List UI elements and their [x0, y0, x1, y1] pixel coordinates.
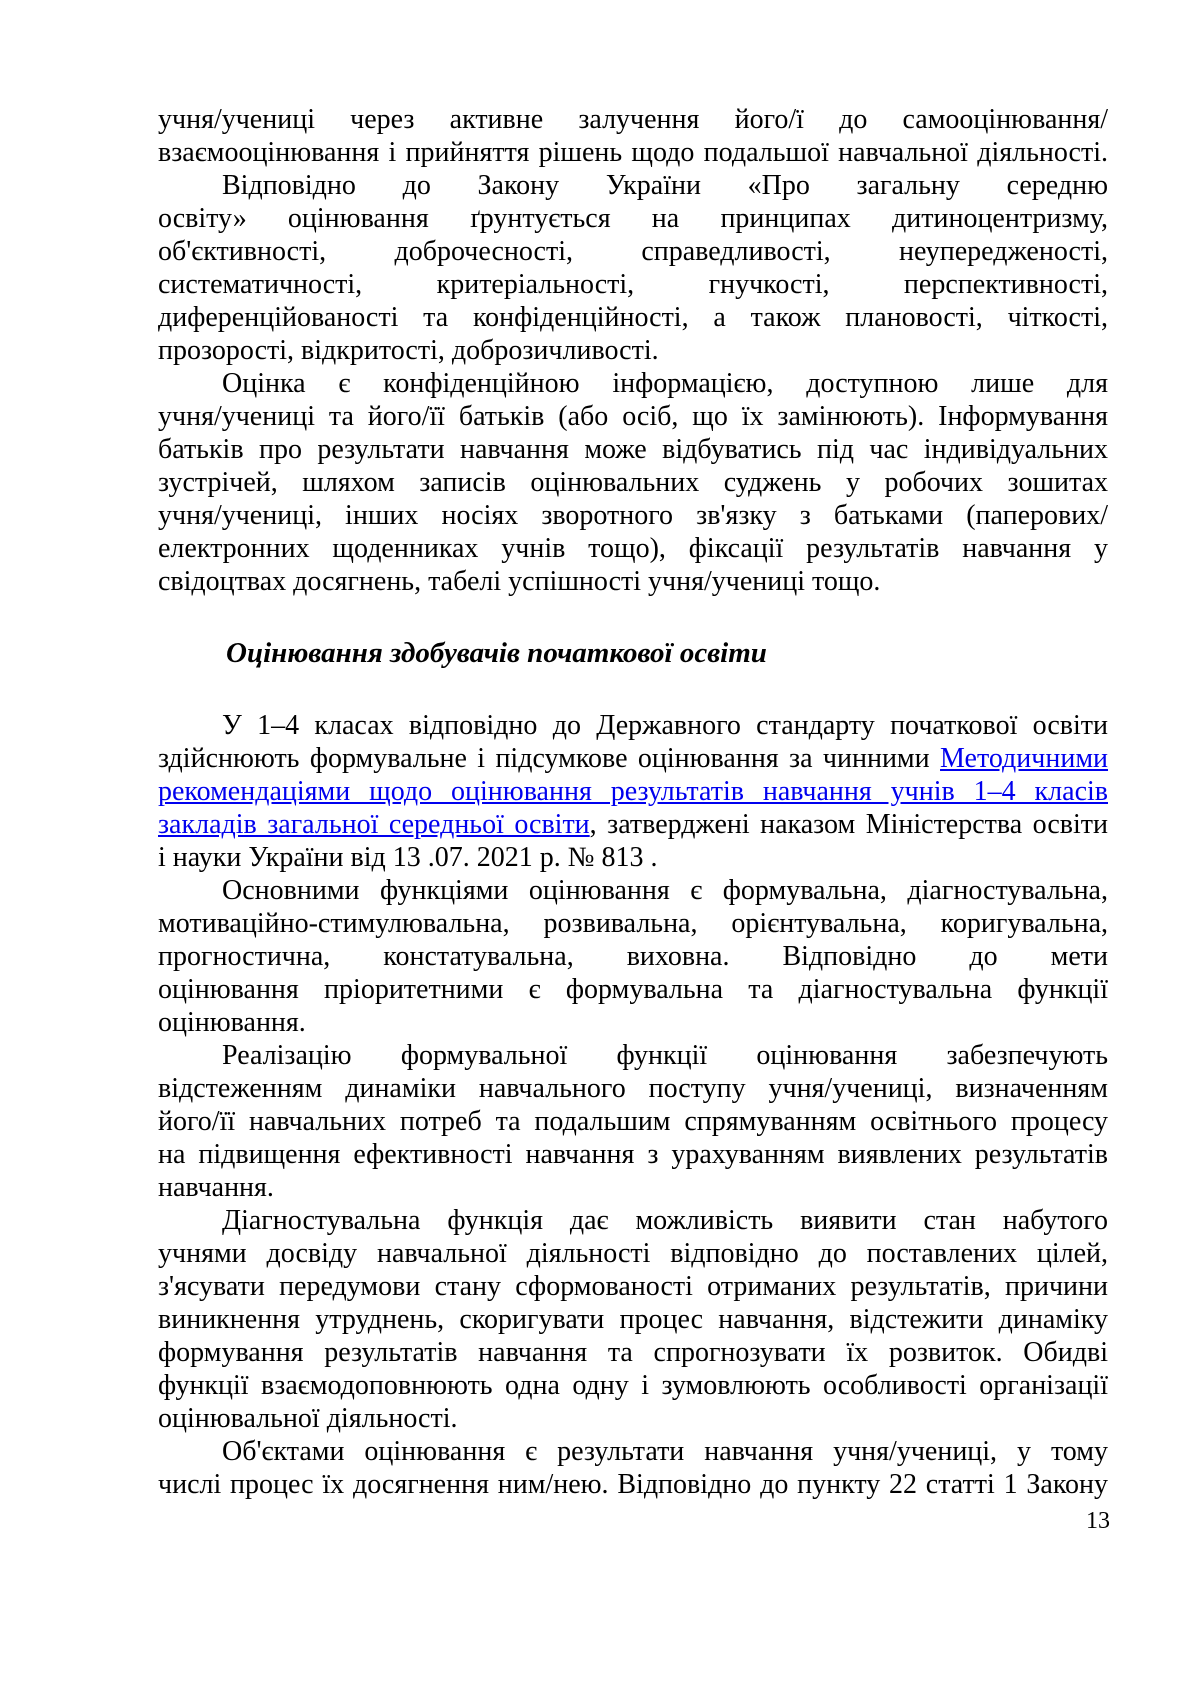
text-line: і науки України від 13 .07. 2021 р. № 813 . — [158, 842, 658, 873]
paragraph-assessment-objects — [158, 1435, 1108, 1501]
text-line: систематичності, критеріальності, гнучкості, перспективності, — [158, 269, 1108, 300]
text-line: об'єктивності, доброчесності, справедливості, неупередженості, — [158, 236, 1108, 267]
text-line: учня/учениці та його/її батьків (або осіб, що їх замінюють). Інформування — [158, 401, 1108, 432]
link-methodical-recommendations-part2[interactable]: рекомендаціями щодо оцінювання результатів навчання учнів 1–4 класів — [158, 776, 1108, 807]
text-line: батьків про результати навчання може відбуватись під час індивідуальних — [158, 434, 1108, 465]
text-line: формування результатів навчання та спрогнозувати їх розвиток. Обидві — [158, 1337, 1108, 1368]
text-line: взаємооцінювання і прийняття рішень щодо подальшої навчальної діяльності. — [158, 137, 1108, 168]
section-heading: Оцінювання здобувачів початкової освіти — [226, 637, 767, 669]
text-line: прозорості, відкритості, доброзичливості. — [158, 335, 659, 366]
text-line: диференційованості та конфіденційності, а також плановості, чіткості, — [158, 302, 1108, 333]
text-segment: , затверджені наказом Міністерства освіти — [589, 809, 1108, 840]
text-line: відстеженням динаміки навчального поступу учня/учениці, визначенням — [158, 1073, 1108, 1104]
text-segment: здійснюють формувальне і підсумкове оцінювання за чинними — [158, 743, 930, 774]
paragraph-functions — [158, 874, 1108, 1039]
text-line: його/її навчальних потреб та подальшим спрямуванням освітнього процесу — [158, 1106, 1108, 1137]
text-line: Об'єктами оцінювання є результати навчання учня/учениці, у тому — [222, 1436, 1108, 1467]
paragraph-confidentiality — [158, 367, 1108, 598]
text-line: освіту» оцінювання ґрунтується на принципах дитиноцентризму, — [158, 203, 1108, 234]
text-line: прогностична, констатувальна, виховна. Відповідно до мети — [158, 941, 1108, 972]
text-line: учня/учениці, інших носіях зворотного зв'язку з батьками (паперових/ — [158, 500, 1108, 531]
text-line: мотиваційно-стимулювальна, розвивальна, орієнтувальна, коригувальна, — [158, 908, 1108, 939]
text-line — [158, 775, 1108, 808]
text-line: учнями досвіду навчальної діяльності відповідно до поставлених цілей, — [158, 1238, 1108, 1269]
text-line: оцінювальної діяльності. — [158, 1403, 458, 1434]
text-line: Відповідно до Закону України «Про загальну середню — [222, 170, 1108, 201]
text-line: У 1–4 класах відповідно до Державного стандарту початкової освіти — [222, 710, 1108, 741]
text-line: навчання. — [158, 1172, 274, 1203]
text-line: Оцінка є конфіденційною інформацією, доступною лише для — [222, 368, 1108, 399]
text-line — [158, 808, 1108, 841]
text-line: електронних щоденниках учнів тощо), фіксації результатів навчання у — [158, 533, 1108, 564]
blank-line — [158, 598, 1108, 631]
text-line: Реалізацію формувальної функції оцінювання забезпечують — [222, 1040, 1108, 1071]
text-line: Діагностувальна функція дає можливість виявити стан набутого — [222, 1205, 1108, 1236]
text-line: учня/учениці через активне залучення його/ї до самооцінювання/ — [158, 104, 1108, 135]
text-line: з'ясувати передумови стану сформованості отриманих результатів, причини — [158, 1271, 1108, 1302]
text-line: числі процес їх досягнення ним/нею. Відповідно до пункту 22 статті 1 Закону — [158, 1469, 1108, 1500]
blank-line — [158, 676, 1108, 709]
text-line: на підвищення ефективності навчання з урахуванням виявлених результатів — [158, 1139, 1108, 1170]
paragraph-continuation — [158, 103, 1108, 169]
page-body-text — [158, 103, 1108, 1501]
paragraph-diagnostic-function — [158, 1204, 1108, 1435]
text-line: функції взаємодоповнюють одна одну і зумовлюють особливості організації — [158, 1370, 1108, 1401]
text-line: виникнення утруднень, скоригувати процес навчання, відстежити динаміку — [158, 1304, 1108, 1335]
link-methodical-recommendations-part3[interactable]: закладів загальної середньої освіти — [158, 809, 590, 840]
page-number: 13 — [1086, 1508, 1110, 1534]
text-line: Основними функціями оцінювання є формувальна, діагностувальна, — [222, 875, 1108, 906]
paragraph-law-principles — [158, 169, 1108, 367]
paragraph-primary-grades — [158, 709, 1108, 874]
text-line — [158, 742, 1108, 775]
text-line: зустрічей, шляхом записів оцінювальних суджень у робочих зошитах — [158, 467, 1108, 498]
paragraph-formative-function — [158, 1039, 1108, 1204]
text-line: оцінювання. — [158, 1007, 306, 1038]
link-methodical-recommendations-part1[interactable]: Методичними — [940, 743, 1109, 774]
text-line: свідоцтвах досягнень, табелі успішності учня/учениці тощо. — [158, 566, 881, 597]
text-line: оцінювання пріоритетними є формувальна та діагностувальна функції — [158, 974, 1108, 1005]
